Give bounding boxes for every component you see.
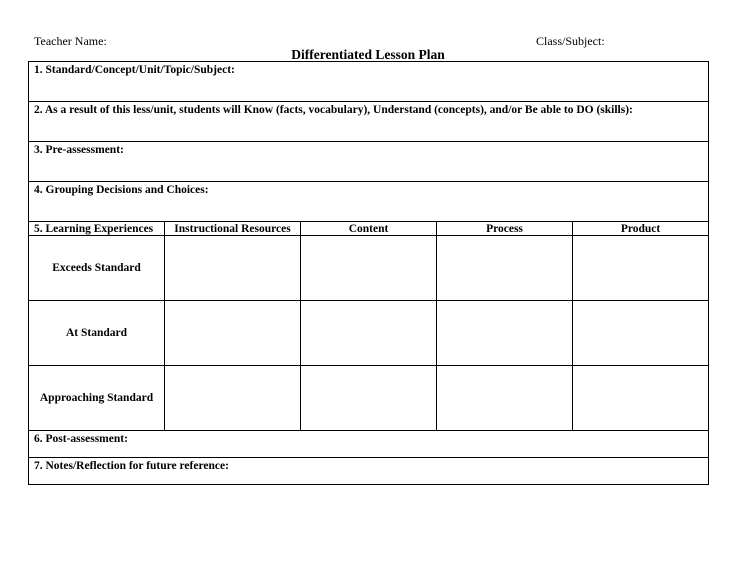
- document-title: Differentiated Lesson Plan: [291, 47, 445, 62]
- section-row-outcomes: [29, 102, 709, 142]
- table-cell[interactable]: [301, 366, 437, 431]
- lesson-plan-table: [28, 61, 709, 485]
- notes-label: 7. Notes/Reflection for future reference:: [34, 460, 229, 472]
- table-cell[interactable]: [301, 301, 437, 366]
- section-row-post-assessment: [29, 431, 709, 458]
- table-cell[interactable]: [437, 366, 573, 431]
- table-cell[interactable]: [165, 236, 301, 301]
- table-cell[interactable]: [573, 236, 709, 301]
- table-cell[interactable]: [437, 236, 573, 301]
- column-header: 5. Learning Experiences: [29, 222, 165, 236]
- section-row-notes: [29, 458, 709, 485]
- learning-header-row: [29, 222, 709, 236]
- class-subject-label: Class/Subject:: [536, 34, 605, 48]
- table-row: [29, 301, 709, 366]
- grouping-field[interactable]: [29, 182, 709, 222]
- standard-label: 1. Standard/Concept/Unit/Topic/Subject:: [34, 64, 235, 76]
- column-header: Instructional Resources: [165, 222, 301, 236]
- standard-field[interactable]: [29, 62, 709, 102]
- level-label: At Standard: [29, 301, 165, 366]
- table-row: [29, 366, 709, 431]
- level-label: Approaching Standard: [29, 366, 165, 431]
- pre-assessment-label: 3. Pre-assessment:: [34, 144, 124, 156]
- table-cell[interactable]: [573, 366, 709, 431]
- table-cell[interactable]: [165, 366, 301, 431]
- table-cell[interactable]: [301, 236, 437, 301]
- outcomes-label: 2. As a result of this less/unit, students will Know (facts, vocabulary), Understand (concepts), and/or Be able to DO (skills):: [34, 104, 633, 116]
- outcomes-field[interactable]: [29, 102, 709, 142]
- grouping-label: 4. Grouping Decisions and Choices:: [34, 184, 209, 196]
- level-label: Exceeds Standard: [29, 236, 165, 301]
- teacher-name-label: Teacher Name:: [34, 34, 107, 48]
- section-row-standard: [29, 62, 709, 102]
- notes-field[interactable]: [29, 458, 709, 485]
- section-row-grouping: [29, 182, 709, 222]
- table-cell[interactable]: [165, 301, 301, 366]
- pre-assessment-field[interactable]: [29, 142, 709, 182]
- post-assessment-field[interactable]: [29, 431, 709, 458]
- table-cell[interactable]: [437, 301, 573, 366]
- column-header: Process: [437, 222, 573, 236]
- column-header: Content: [301, 222, 437, 236]
- table-cell[interactable]: [573, 301, 709, 366]
- post-assessment-label: 6. Post-assessment:: [34, 433, 128, 445]
- table-row: [29, 236, 709, 301]
- section-row-pre-assessment: [29, 142, 709, 182]
- column-header: Product: [573, 222, 709, 236]
